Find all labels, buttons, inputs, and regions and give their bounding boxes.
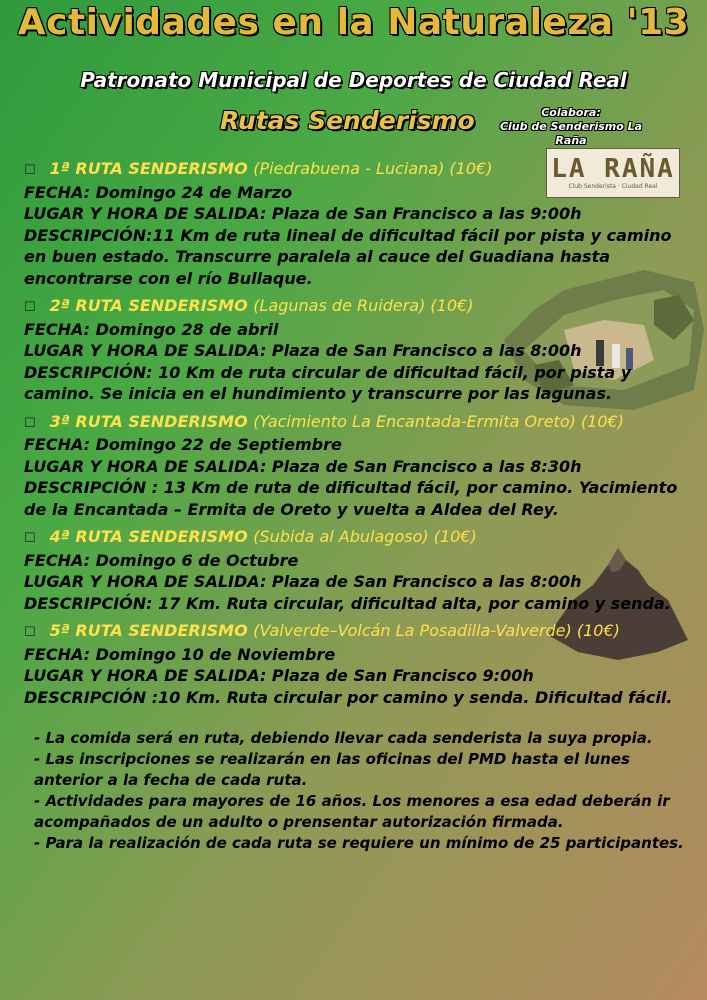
club-logo-text: LA RAÑA <box>551 154 675 184</box>
route-description: DESCRIPCIÓN: 17 Km. Ruta circular, dificultad alta, por camino y senda. <box>24 593 671 613</box>
route-number: 5ª RUTA SENDERISMO <box>49 621 248 640</box>
checkbox-icon: ☐ <box>24 300 36 315</box>
route-heading <box>24 411 700 435</box>
checkbox-icon: ☐ <box>24 415 36 431</box>
note-item: - Actividades para mayores de 16 años. Los menores a esa edad deberán ir acompañados de un adulto o prensentar autorización firmada. <box>34 792 670 831</box>
collaborator-label: Colabora: <box>541 106 601 119</box>
route-item <box>24 295 700 405</box>
route-date: FECHA: Domingo 22 de Septiembre <box>24 435 342 454</box>
poster-title: Actividades en la Naturaleza '13 <box>17 2 690 43</box>
checkbox-icon: ☐ <box>24 163 36 178</box>
route-place: (Piedrabuena - Luciana) (10€) <box>253 159 493 178</box>
route-departure: LUGAR Y HORA DE SALIDA: Plaza de San Francisco a las 8:00h <box>24 341 582 360</box>
route-date: FECHA: Domingo 6 de Octubre <box>24 550 299 570</box>
route-place: (Lagunas de Ruidera) (10€) <box>253 296 474 315</box>
route-date: FECHA: Domingo 24 de Marzo <box>24 182 293 202</box>
route-heading <box>24 620 700 644</box>
note-item: - Las inscripciones se realizarán en las oficinas del PMD hasta el lunes anterior a la fecha de cada ruta. <box>34 750 630 789</box>
route-departure: LUGAR Y HORA DE SALIDA: Plaza de San Francisco a las 8:30h <box>24 456 582 476</box>
route-description: DESCRIPCIÓN :10 Km. Ruta circular por camino y senda. Dificultad fácil. <box>24 687 673 707</box>
route-departure: LUGAR Y HORA DE SALIDA: Plaza de San Francisco a las 8:00h <box>24 572 582 591</box>
route-departure: LUGAR Y HORA DE SALIDA: Plaza de San Francisco 9:00h <box>24 666 534 685</box>
route-item <box>24 158 700 289</box>
route-heading <box>24 526 700 550</box>
route-description: DESCRIPCIÓN:11 Km de ruta lineal de dificultad fácil por pista y camino en buen estado. Transcurre paralela al cauce del Guadiana hasta encontrarse con el río Bullaque. <box>24 225 672 288</box>
route-place: (Subida al Abulagoso) (10€) <box>253 527 477 546</box>
route-place: (Yacimiento La Encantada-Ermita Oreto) (10€) <box>253 411 624 431</box>
notes-list <box>24 728 700 854</box>
route-description: DESCRIPCIÓN : 13 Km de ruta de dificultad fácil, por camino. Yacimiento de la Encantada – Ermita de Oreto y vuelta a Aldea del Rey. <box>24 478 678 519</box>
route-item <box>24 526 700 614</box>
route-place: (Valverde–Volcán La Posadilla-Valverde) (10€) <box>253 621 620 640</box>
checkbox-icon: ☐ <box>24 625 36 640</box>
poster-subtitle: Patronato Municipal de Deportes de Ciudad Real <box>80 68 627 92</box>
checkbox-icon: ☐ <box>24 531 36 546</box>
route-date: FECHA: Domingo 10 de Noviembre <box>24 644 336 664</box>
note-item: - Para la realización de cada ruta se requiere un mínimo de 25 participantes. <box>34 834 684 852</box>
note-item: - La comida será en ruta, debiendo llevar cada senderista la suya propia. <box>34 729 653 747</box>
route-item <box>24 620 700 708</box>
route-heading <box>24 295 700 319</box>
route-departure: LUGAR Y HORA DE SALIDA: Plaza de San Francisco a las 9:00h <box>24 204 582 223</box>
route-number: 3ª RUTA SENDERISMO <box>49 411 248 431</box>
route-item <box>24 411 700 521</box>
collaborator-name: Club de Senderismo La Raña <box>499 120 643 147</box>
collaborator-block <box>496 106 646 148</box>
route-number: 2ª RUTA SENDERISMO <box>49 296 248 315</box>
route-heading <box>24 158 700 182</box>
route-number: 1ª RUTA SENDERISMO <box>49 159 248 178</box>
section-title: Rutas Senderismo <box>220 106 475 135</box>
club-logo-subtext: Club Senderista · Ciudad Real <box>568 183 658 190</box>
route-date: FECHA: Domingo 28 de abril <box>24 319 279 339</box>
route-description: DESCRIPCIÓN: 10 Km de ruta circular de dificultad fácil, por pista y camino. Se inicia en el hundimiento y transcurre por las lagunas. <box>24 362 632 403</box>
routes-list <box>24 158 700 854</box>
route-number: 4ª RUTA SENDERISMO <box>49 527 248 546</box>
